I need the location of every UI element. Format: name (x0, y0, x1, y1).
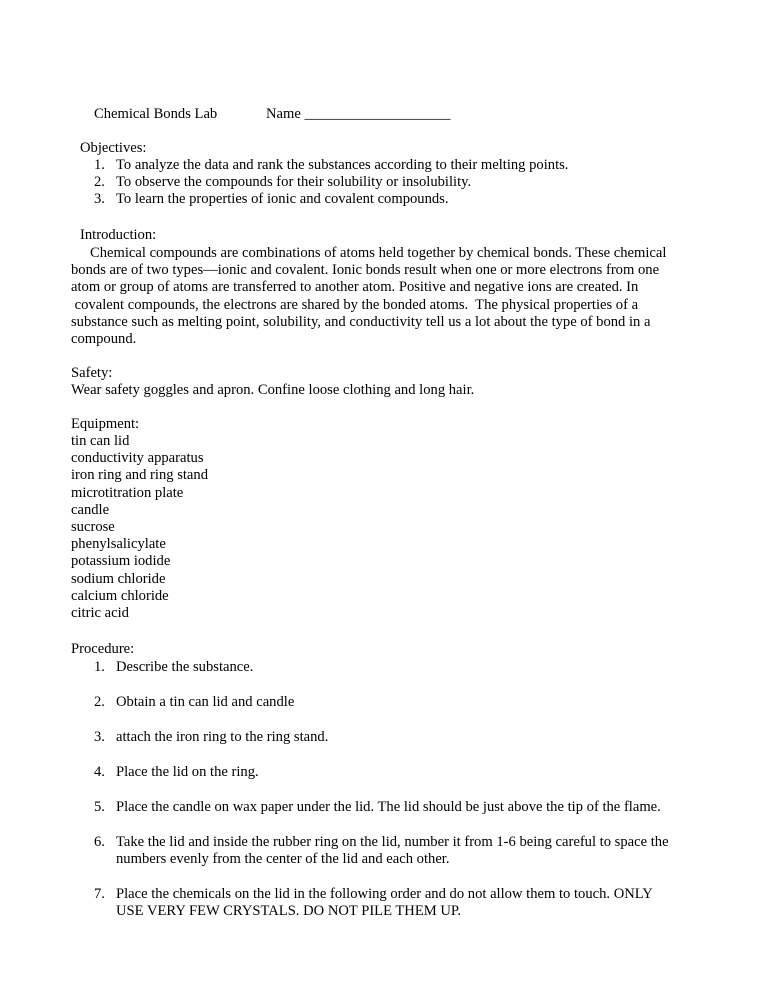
equipment-heading: Equipment: (71, 416, 140, 432)
equipment-item: sodium chloride (71, 570, 166, 587)
equipment-item: citric acid (71, 604, 129, 621)
equipment-item: sucrose (71, 518, 115, 535)
procedure-step: 5. Place the candle on wax paper under the lid. The lid should be just above the tip of the flame. (94, 799, 661, 815)
objectives-list (94, 157, 568, 209)
intro-line: bonds are of two types—ionic and covalent. Ionic bonds result when one or more electrons from one (71, 262, 660, 279)
intro-line: compound. (71, 330, 137, 347)
equipment-item: iron ring and ring stand (71, 467, 208, 484)
procedure-step: 1. Describe the substance. (94, 659, 254, 675)
name-field-label: Name ____________________ (266, 106, 451, 122)
equipment-item: tin can lid (71, 433, 130, 449)
introduction-heading: Introduction: (80, 227, 157, 243)
intro-line: covalent compounds, the electrons are shared by the bonded atoms. The physical properties of a (71, 296, 639, 313)
objective-item: 1. To analyze the data and rank the substances according to their melting points. (94, 157, 569, 173)
equipment-item: calcium chloride (71, 587, 169, 604)
procedure-step: 7. Place the chemicals on the lid in the following order and do not allow them to touch. ONLY USE VERY FEW CRYSTALS. DO NOT PILE THEM UP. (94, 886, 653, 920)
equipment-item: potassium iodide (71, 553, 171, 570)
introduction-paragraph (71, 245, 666, 348)
objective-item: 3. To learn the properties of ionic and covalent compounds. (94, 191, 449, 208)
equipment-list (71, 433, 208, 622)
objective-item: 2. To observe the compounds for their solubility or insolubility. (94, 174, 472, 191)
intro-line: Chemical compounds are combinations of atoms held together by chemical bonds. These chemical (90, 245, 667, 261)
procedure-step: 6. Take the lid and inside the rubber ring on the lid, number it from 1-6 being careful to space the numbers evenly from the center of the lid and each other. (94, 834, 669, 868)
intro-line: atom or group of atoms are transferred to another atom. Positive and negative ions are created. In (71, 279, 639, 296)
intro-line: substance such as melting point, solubility, and conductivity tell us a lot about the type of bond in a (71, 313, 651, 330)
safety-heading: Safety: (71, 365, 113, 381)
procedure-step: 2. Obtain a tin can lid and candle (94, 694, 295, 710)
safety-text: Wear safety goggles and apron. Confine loose clothing and long hair. (71, 382, 475, 398)
equipment-item: candle (71, 501, 110, 518)
procedure-heading: Procedure: (71, 641, 135, 657)
lab-title: Chemical Bonds Lab (94, 106, 218, 122)
equipment-item: conductivity apparatus (71, 450, 204, 467)
objectives-heading: Objectives: (80, 140, 147, 156)
procedure-step: 4. Place the lid on the ring. (94, 764, 259, 780)
equipment-item: phenylsalicylate (71, 536, 166, 553)
procedure-step: 3. attach the iron ring to the ring stand. (94, 729, 329, 745)
equipment-item: microtitration plate (71, 484, 184, 501)
